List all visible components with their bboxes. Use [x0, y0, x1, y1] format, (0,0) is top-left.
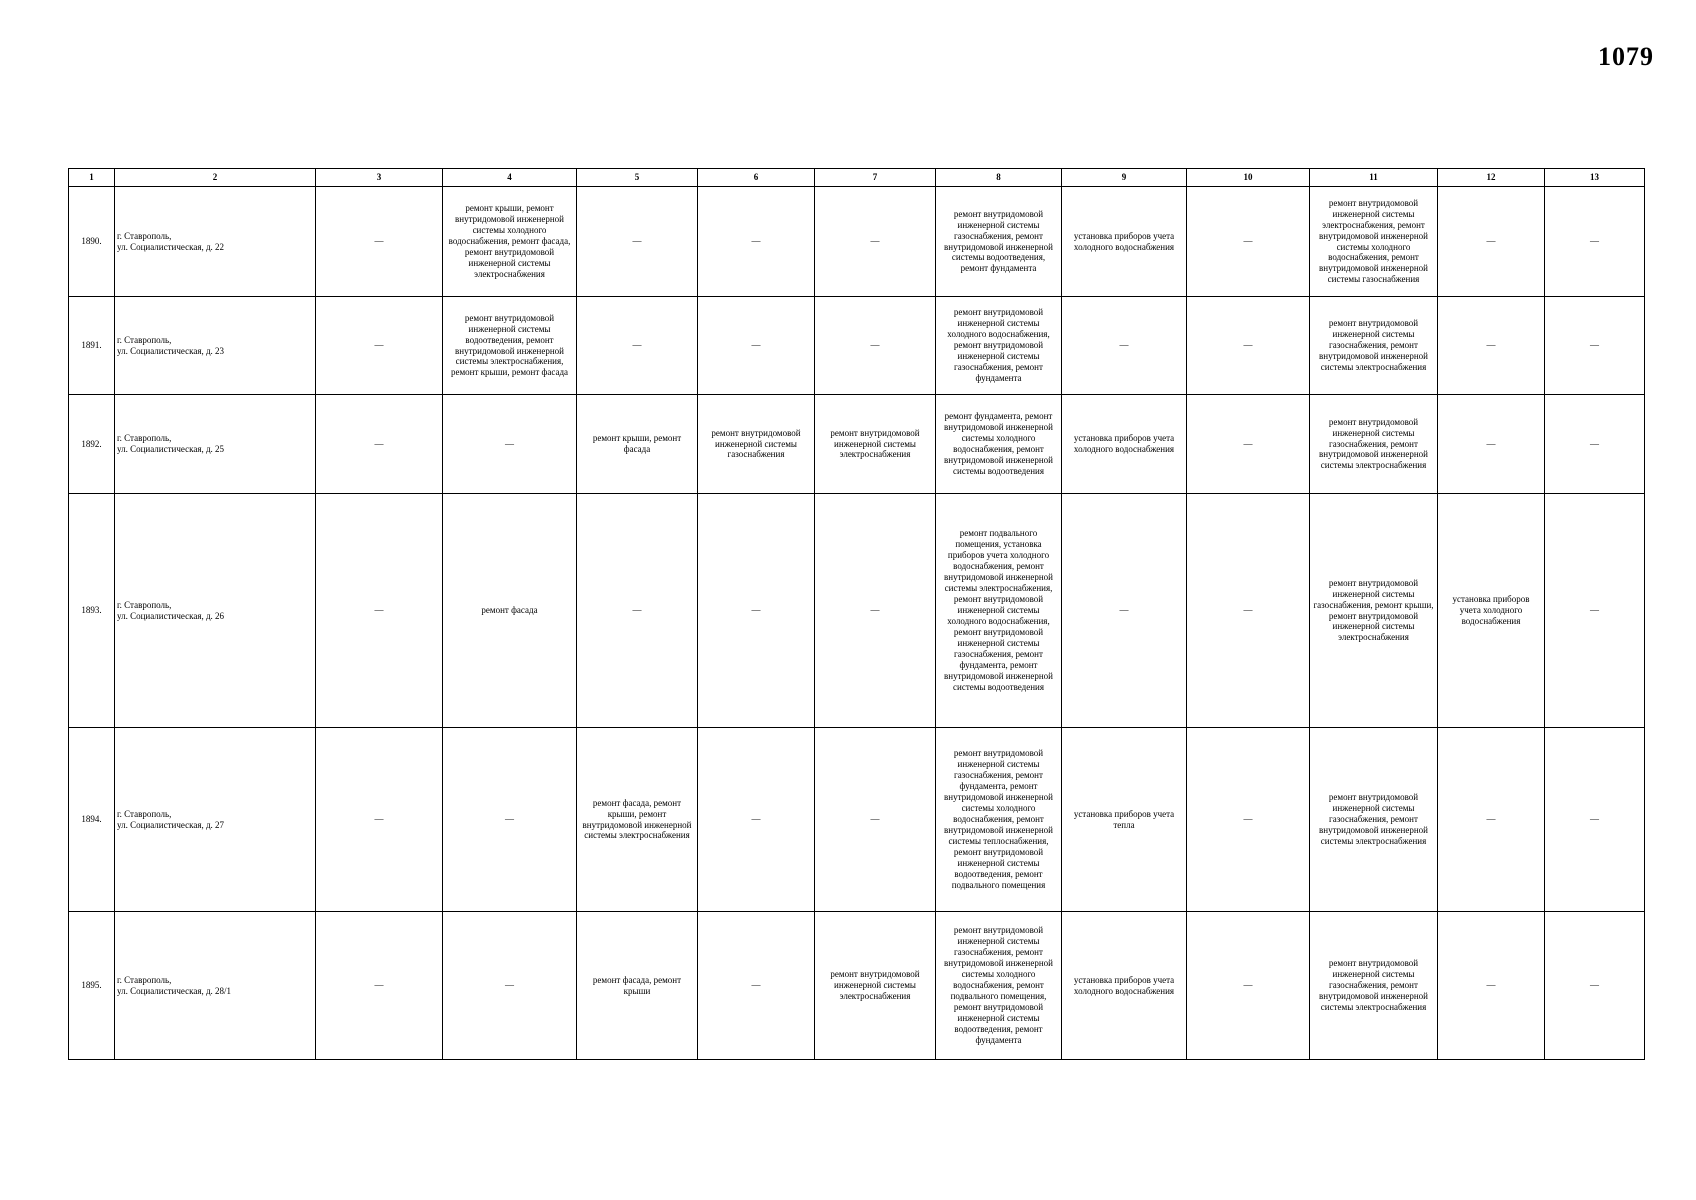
column-header: 11	[1310, 169, 1438, 187]
column-header: 6	[698, 169, 815, 187]
table-cell: —	[698, 912, 815, 1060]
table-cell: —	[577, 297, 698, 395]
table-cell: ремонт внутридомовой инженерной системы газоснабжения, ремонт фундамента, ремонт внутридомовой инженерной системы холодного водоснабжения, ремонт внутридомовой инженерной системы теплоснабжения, ремонт внутридомовой инженерной системы водоотведения, ремонт подвального помещения	[936, 728, 1062, 912]
table-cell: ремонт фасада, ремонт крыши	[577, 912, 698, 1060]
address-city: г. Ставрополь,	[117, 974, 172, 985]
table-cell: —	[1545, 395, 1645, 494]
table-cell: ремонт внутридомовой инженерной системы газоснабжения, ремонт крыши, ремонт внутридомовой инженерной системы электроснабжения	[1310, 494, 1438, 728]
table-cell: —	[1545, 912, 1645, 1060]
table-cell: ремонт фундамента, ремонт внутридомовой инженерной системы холодного водоснабжения, ремонт внутридомовой инженерной системы водоотведения	[936, 395, 1062, 494]
row-number: 1893.	[69, 494, 115, 728]
address-street: ул. Социалистическая, д. 25	[117, 444, 225, 454]
address-city: г. Ставрополь,	[117, 599, 172, 610]
table-cell: ремонт внутридомовой инженерной системы холодного водоснабжения, ремонт внутридомовой инженерной системы газоснабжения, ремонт фундамента	[936, 297, 1062, 395]
column-header: 10	[1187, 169, 1310, 187]
address-city: г. Ставрополь,	[117, 334, 172, 345]
row-number: 1891.	[69, 297, 115, 395]
table-cell: —	[815, 728, 936, 912]
column-header: 8	[936, 169, 1062, 187]
table-cell: установка приборов учета холодного водоснабжения	[1062, 912, 1187, 1060]
table-cell: —	[316, 728, 443, 912]
table-cell: —	[1187, 395, 1310, 494]
table-cell: —	[577, 187, 698, 297]
table-cell: ремонт крыши, ремонт фасада	[577, 395, 698, 494]
table-cell: —	[1545, 297, 1645, 395]
column-header: 4	[443, 169, 577, 187]
table-row	[69, 297, 1645, 395]
row-number: 1892.	[69, 395, 115, 494]
table-cell: —	[316, 187, 443, 297]
table-cell: —	[316, 912, 443, 1060]
address-street: ул. Социалистическая, д. 26	[117, 610, 225, 621]
table-cell: —	[1187, 912, 1310, 1060]
table-cell: установка приборов учета тепла	[1062, 728, 1187, 912]
table-cell: —	[443, 728, 577, 912]
table-row	[69, 494, 1645, 728]
table-cell: ремонт внутридомовой инженерной системы электроснабжения, ремонт внутридомовой инженерной системы холодного водоснабжения, ремонт внутридомовой инженерной системы газоснабжения	[1310, 187, 1438, 297]
address-city: г. Ставрополь,	[117, 808, 172, 819]
table-cell: —	[698, 187, 815, 297]
address-cell	[115, 494, 316, 728]
table-cell: —	[698, 297, 815, 395]
table-cell: ремонт внутридомовой инженерной системы газоснабжения, ремонт внутридомовой инженерной системы электроснабжения	[1310, 912, 1438, 1060]
table-cell: —	[815, 187, 936, 297]
table-cell: установка приборов учета холодного водоснабжения	[1062, 395, 1187, 494]
table-cell: —	[1187, 728, 1310, 912]
table-cell: установка приборов учета холодного водоснабжения	[1438, 494, 1545, 728]
table-cell: —	[1545, 187, 1645, 297]
table-row	[69, 912, 1645, 1060]
column-number-row	[69, 169, 1645, 187]
table-cell: —	[316, 395, 443, 494]
address-cell	[115, 728, 316, 912]
table-cell: ремонт фасада, ремонт крыши, ремонт внутридомовой инженерной системы электроснабжения	[577, 728, 698, 912]
table-cell: —	[1187, 494, 1310, 728]
table-cell: ремонт внутридомовой инженерной системы газоснабжения, ремонт внутридомовой инженерной системы электроснабжения	[1310, 728, 1438, 912]
column-header: 12	[1438, 169, 1545, 187]
table-cell: —	[698, 494, 815, 728]
address-cell	[115, 297, 316, 395]
table-cell: —	[1062, 494, 1187, 728]
table-cell: —	[316, 494, 443, 728]
table-cell: ремонт внутридомовой инженерной системы газоснабжения, ремонт внутридомовой инженерной системы холодного водоснабжения, ремонт подвального помещения, ремонт внутридомовой инженерной системы водоотведения, ремонт фундамента	[936, 912, 1062, 1060]
page-number: 1079	[1598, 42, 1654, 71]
address-city: г. Ставрополь,	[117, 433, 172, 444]
table-cell: —	[1438, 912, 1545, 1060]
row-number: 1890.	[69, 187, 115, 297]
address-street: ул. Социалистическая, д. 27	[117, 819, 225, 830]
table-cell: —	[1438, 728, 1545, 912]
address-city: г. Ставрополь,	[117, 230, 172, 241]
table-row	[69, 728, 1645, 912]
address-street: ул. Социалистическая, д. 22	[117, 241, 225, 252]
table-cell: —	[1187, 187, 1310, 297]
table-cell: —	[316, 297, 443, 395]
column-header: 2	[115, 169, 316, 187]
table-cell: —	[815, 494, 936, 728]
table-cell: —	[1438, 297, 1545, 395]
table-row	[69, 187, 1645, 297]
address-cell	[115, 912, 316, 1060]
column-header: 13	[1545, 169, 1645, 187]
table-cell: ремонт крыши, ремонт внутридомовой инженерной системы холодного водоснабжения, ремонт фасада, ремонт внутридомовой инженерной системы электроснабжения	[443, 187, 577, 297]
table-cell: —	[1545, 728, 1645, 912]
table-cell: ремонт внутридомовой инженерной системы газоснабжения, ремонт внутридомовой инженерной системы водоотведения, ремонт фундамента	[936, 187, 1062, 297]
table-cell: —	[1062, 297, 1187, 395]
column-header: 7	[815, 169, 936, 187]
address-street: ул. Социалистическая, д. 23	[117, 345, 225, 356]
table-cell: ремонт внутридомовой инженерной системы газоснабжения, ремонт внутридомовой инженерной системы электроснабжения	[1310, 297, 1438, 395]
table-cell: —	[1187, 297, 1310, 395]
table-cell: —	[1438, 395, 1545, 494]
row-number: 1895.	[69, 912, 115, 1060]
column-header: 1	[69, 169, 115, 187]
table-cell: —	[443, 395, 577, 494]
table-cell: ремонт фасада	[443, 494, 577, 728]
table-cell: —	[577, 494, 698, 728]
table-cell: ремонт внутридомовой инженерной системы электроснабжения	[815, 912, 936, 1060]
table-cell: ремонт внутридомовой инженерной системы электроснабжения	[815, 395, 936, 494]
address-street: ул. Социалистическая, д. 28/1	[117, 985, 232, 996]
column-header: 5	[577, 169, 698, 187]
address-cell	[115, 395, 316, 494]
table-row	[69, 395, 1645, 494]
table-cell: —	[1438, 187, 1545, 297]
table-cell: ремонт внутридомовой инженерной системы газоснабжения	[698, 395, 815, 494]
row-number: 1894.	[69, 728, 115, 912]
column-header: 3	[316, 169, 443, 187]
column-header: 9	[1062, 169, 1187, 187]
table-cell: —	[815, 297, 936, 395]
address-cell	[115, 187, 316, 297]
table-cell: ремонт внутридомовой инженерной системы газоснабжения, ремонт внутридомовой инженерной системы электроснабжения	[1310, 395, 1438, 494]
table-cell: —	[1545, 494, 1645, 728]
table-cell: ремонт подвального помещения, установка приборов учета холодного водоснабжения, ремонт внутридомовой инженерной системы электроснабжения, ремонт внутридомовой инженерной системы холодного водоснабжения, ремонт внутридомовой инженерной системы газоснабжения, ремонт фундамента, ремонт внутридомовой инженерной системы водоотведения	[936, 494, 1062, 728]
table-cell: —	[698, 728, 815, 912]
table-cell: ремонт внутридомовой инженерной системы водоотведения, ремонт внутридомовой инженерной системы электроснабжения, ремонт крыши, ремонт фасада	[443, 297, 577, 395]
table-cell: —	[443, 912, 577, 1060]
table-cell: установка приборов учета холодного водоснабжения	[1062, 187, 1187, 297]
repair-schedule-table	[68, 168, 1645, 1060]
